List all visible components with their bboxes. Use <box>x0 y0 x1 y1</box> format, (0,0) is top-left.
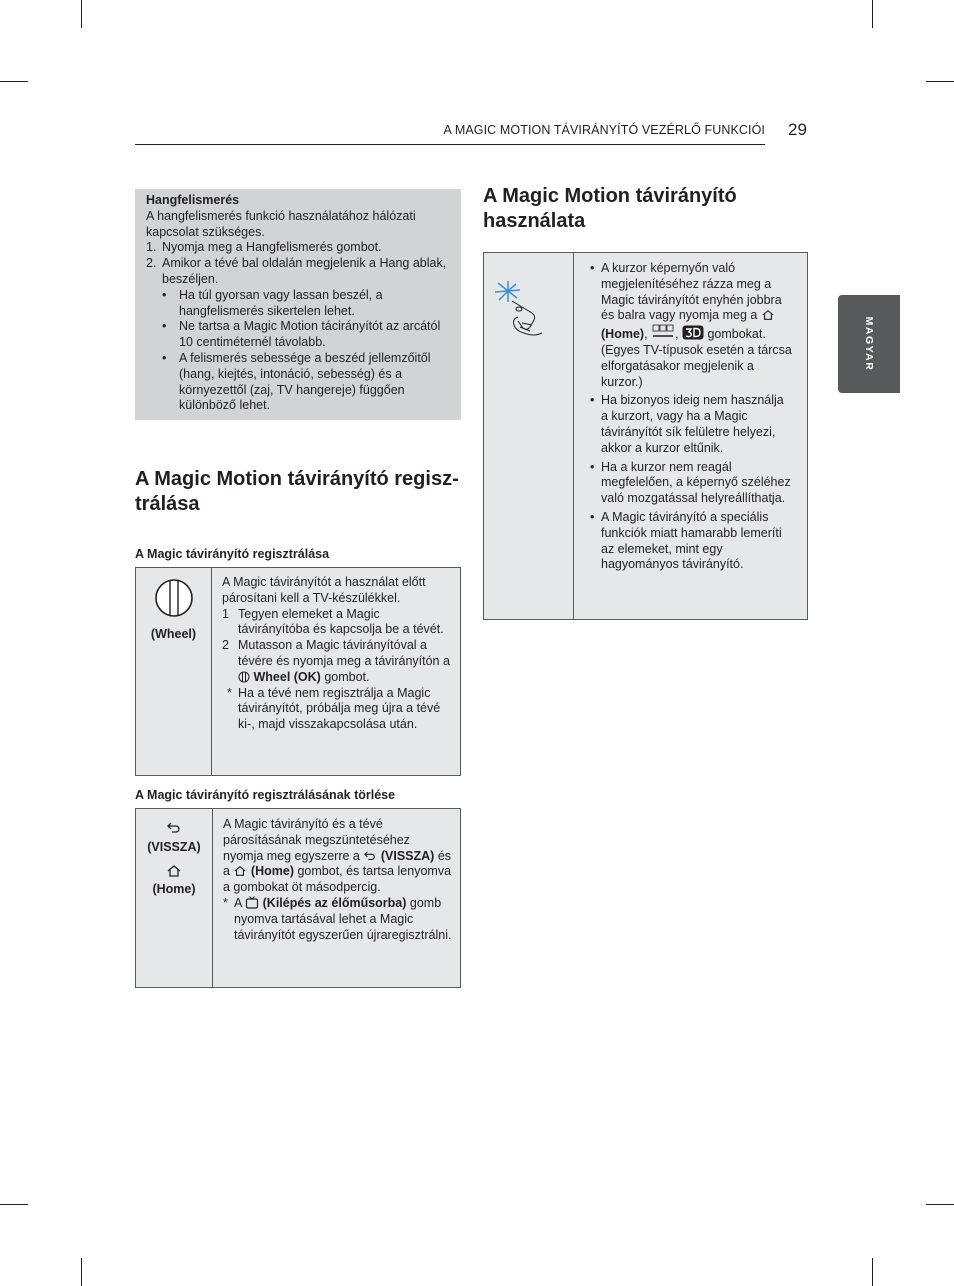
deregistration-note: * A (Kilépés az élőműsorba) gomb nyomva tartásával lehet a Magic távirányítót egyszerűen újraregisztrálni. <box>223 895 452 942</box>
usage-bullet: • Ha a kurzor nem reagál megfelelően, a képernyő széléhez való mozgatással helyreállíthatja. <box>590 460 793 507</box>
usage-bullet: • A kurzor képernyőn való megjelenítéséhez rázza meg a Magic távirányítót enyhén jobbra és balra vagy nyomja meg a (Home), , gombokat. (Egyes TV-típusok esetén a tárcsa elforgatásakor megjelenik a kurzor.) <box>590 261 793 390</box>
usage-bullets <box>590 261 793 573</box>
note-bullet: • Ne tartsa a Magic Motion tácirányítót az arcától 10 centiméternél távolabb. <box>162 319 453 351</box>
note-bullet: • Ha túl gyorsan vagy lassan beszél, a hangfelismerés sikertelen lehet. <box>162 288 453 320</box>
language-tab-label: MAGYAR <box>863 316 875 372</box>
registration-step: 2 Mutasson a Magic távirányítóval a tévére és nyomja meg a távirányítón a Wheel (OK) gombot. <box>222 638 450 684</box>
crop-mark <box>872 1258 873 1286</box>
voice-recognition-note <box>135 189 461 420</box>
crop-mark <box>926 1204 954 1205</box>
note-step: 2. Amikor a tévé bal oldalán megjelenik a Hang ablak, beszéljen. • Ha túl gyorsan vagy lassan beszél, a hangfelismerés sikertelen lehet. • Ne tartsa a Magic Motion tácirányítót az arcától 10 centiméternél távolabb. • A felismerés sebessége a beszéd jellemzőitől (hang, kiejtés, intonáció, sebesség) és a környezettől (zaj, TV hangereje) függően különböző lehet. <box>146 256 453 414</box>
wheel-label: (Wheel) <box>150 626 197 641</box>
registration-intro: A Magic távirányítót a használat előtt párosítani kell a TV-készülékkel. <box>222 575 426 605</box>
usage-table <box>483 252 808 620</box>
language-tab <box>838 295 900 393</box>
deregistration-table <box>135 808 461 988</box>
deregistration-text-cell <box>213 809 461 988</box>
note-bullets <box>162 288 453 414</box>
usage-illustration-cell <box>484 253 574 620</box>
note-title: Hangfelismerés <box>146 193 240 207</box>
note-bullet: • A felismerés sebessége a beszéd jellemzőitől (hang, kiejtés, intonáció, sebesség) és a környezettől (zaj, TV hangereje) függően különböző lehet. <box>162 351 453 414</box>
registration-text-cell <box>212 568 461 776</box>
registration-steps <box>222 607 452 686</box>
crop-mark <box>81 0 82 28</box>
note-intro: A hangfelismerés funkció használatához hálózati kapcsolat szükséges. <box>146 208 416 239</box>
registration-step: 1 Tegyen elemeket a Magic távirányítóba és kapcsolja be a tévét. <box>222 606 444 637</box>
registration-note: * Ha a tévé nem regisztrálja a Magic távirányítót, próbálja meg újra a tévé ki-, majd visszakapcsolása után. <box>227 685 441 732</box>
shake-remote-illustration <box>486 261 556 341</box>
live-tv-icon <box>245 896 259 909</box>
wheel-icon <box>238 671 250 683</box>
home-icon <box>761 309 775 321</box>
usage-heading: A Magic Motion távirányító használata <box>483 185 737 232</box>
registration-icon-cell <box>136 568 212 776</box>
wheel-icon <box>154 578 194 618</box>
header-rule <box>135 144 765 145</box>
running-header: A MAGIC MOTION TÁVIRÁNYÍTÓ VEZÉRLŐ FUNKCIÓI <box>443 123 765 137</box>
registration-heading: A Magic Motion távirányító regisz- trálása <box>135 468 459 515</box>
registration-table <box>135 567 461 776</box>
input-key-icon <box>651 324 675 340</box>
3d-key-icon <box>682 325 704 340</box>
usage-text-cell <box>574 253 808 620</box>
usage-bullet: • Ha bizonyos ideig nem használja a kurzort, vagy ha a Magic távirányítót sík felületre helyezi, akkor a kurzor eltűnik. <box>590 393 793 456</box>
usage-bullet: • A Magic távirányító a speciális funkciók miatt hamarabb lemeríti az elemeket, mint egy hagyományos távirányító. <box>590 510 793 573</box>
crop-mark <box>872 0 873 28</box>
home-label: (Home) <box>152 882 196 897</box>
back-label: (VISSZA) <box>147 839 201 854</box>
registration-subheading: A Magic távirányító regisztrálása <box>135 547 330 561</box>
crop-mark <box>926 81 954 82</box>
page-number: 29 <box>788 120 807 139</box>
deregistration-icon-cell <box>136 809 213 988</box>
back-icon <box>166 821 182 835</box>
note-steps <box>146 240 453 414</box>
note-step: 1. Nyomja meg a Hangfelismerés gombot. <box>146 240 382 255</box>
home-icon <box>233 865 247 877</box>
deregistration-subheading: A Magic távirányító regisztrálásának törlése <box>135 788 396 802</box>
back-icon <box>363 850 377 862</box>
deregistration-text: A Magic távirányító és a tévé párosításának megszüntetéséhez nyomja meg egyszerre a (VISSZA) és a (Home) gombot, és tartsa lenyomva a gombokat öt másodpercig. <box>223 817 452 895</box>
crop-mark <box>0 81 28 82</box>
crop-mark <box>0 1204 28 1205</box>
crop-mark <box>81 1258 82 1286</box>
home-icon <box>166 864 182 878</box>
